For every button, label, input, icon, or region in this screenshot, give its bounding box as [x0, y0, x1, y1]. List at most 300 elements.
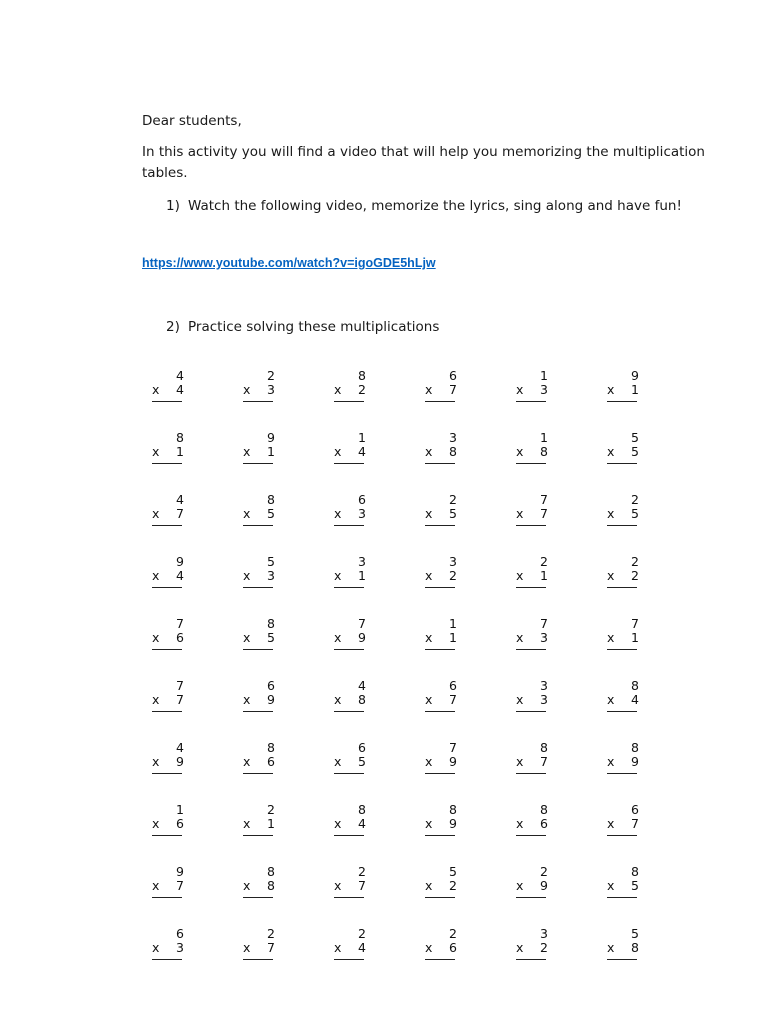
multiplication-problem [243, 803, 277, 836]
times-operator: x [516, 878, 524, 893]
multiplier: 3 [176, 940, 184, 955]
answer-line [425, 773, 455, 774]
answer-line [516, 525, 546, 526]
multiplier-row [425, 383, 459, 397]
multiplier: 4 [358, 444, 366, 459]
multiplicand: 9 [631, 368, 639, 383]
multiplier: 6 [267, 754, 275, 769]
times-operator: x [334, 816, 342, 831]
multiplication-problem [152, 679, 186, 712]
multiplier-row [334, 569, 368, 583]
answer-line [607, 835, 637, 836]
multiplicand: 2 [540, 554, 548, 569]
times-operator: x [516, 506, 524, 521]
multiplicand: 2 [358, 926, 366, 941]
times-operator: x [152, 940, 160, 955]
answer-line [243, 835, 273, 836]
multiplier: 3 [267, 382, 275, 397]
multiplier: 2 [540, 940, 548, 955]
multiplier-row [607, 507, 641, 521]
answer-line [425, 463, 455, 464]
multiplier: 1 [176, 444, 184, 459]
multiplier: 6 [176, 630, 184, 645]
answer-line [243, 649, 273, 650]
multiplication-problem [243, 741, 277, 774]
times-operator: x [334, 506, 342, 521]
multiplier: 1 [540, 568, 548, 583]
multiplicand: 7 [358, 616, 366, 631]
multiplier: 5 [267, 506, 275, 521]
multiplicand: 6 [358, 492, 366, 507]
multiplication-problem [152, 617, 186, 650]
multiplier: 3 [540, 630, 548, 645]
multiplier: 9 [449, 816, 457, 831]
times-operator: x [425, 568, 433, 583]
times-operator: x [607, 506, 615, 521]
times-operator: x [152, 568, 160, 583]
multiplicand: 2 [449, 492, 457, 507]
multiplication-problem [607, 927, 641, 960]
greeting: Dear students, [142, 113, 242, 129]
multiplicand: 8 [358, 368, 366, 383]
multiplication-problem [516, 679, 550, 712]
multiplier-row [516, 879, 550, 893]
multiplier: 7 [540, 506, 548, 521]
multiplier-row [334, 817, 368, 831]
multiplicand: 6 [449, 678, 457, 693]
times-operator: x [516, 816, 524, 831]
times-operator: x [243, 878, 251, 893]
times-operator: x [243, 692, 251, 707]
multiplicand: 7 [540, 616, 548, 631]
multiplier: 6 [176, 816, 184, 831]
times-operator: x [425, 382, 433, 397]
times-operator: x [607, 630, 615, 645]
answer-line [607, 773, 637, 774]
multiplier-row [152, 879, 186, 893]
multiplier-row [516, 445, 550, 459]
multiplicand: 2 [267, 926, 275, 941]
times-operator: x [243, 382, 251, 397]
answer-line [516, 959, 546, 960]
multiplier-row [334, 879, 368, 893]
multiplier: 2 [449, 568, 457, 583]
multiplier-row [607, 879, 641, 893]
multiplicand: 7 [176, 678, 184, 693]
multiplier-row [425, 817, 459, 831]
multiplier-row [243, 569, 277, 583]
multiplier-row [516, 941, 550, 955]
multiplier: 5 [267, 630, 275, 645]
multiplier-row [243, 693, 277, 707]
answer-line [425, 649, 455, 650]
times-operator: x [334, 940, 342, 955]
answer-line [607, 401, 637, 402]
multiplication-problem [243, 617, 277, 650]
multiplicand: 8 [540, 802, 548, 817]
multiplicand: 5 [631, 926, 639, 941]
times-operator: x [516, 630, 524, 645]
multiplication-problem [152, 431, 186, 464]
multiplication-problem [516, 555, 550, 588]
multiplication-problem [607, 617, 641, 650]
multiplier: 3 [540, 692, 548, 707]
multiplier: 8 [267, 878, 275, 893]
times-operator: x [334, 568, 342, 583]
multiplier-row [152, 817, 186, 831]
multiplier: 1 [267, 444, 275, 459]
multiplier-row [243, 383, 277, 397]
multiplier-row [334, 507, 368, 521]
answer-line [607, 587, 637, 588]
multiplication-problem [425, 555, 459, 588]
multiplicand: 8 [540, 740, 548, 755]
answer-line [425, 711, 455, 712]
multiplicand: 6 [631, 802, 639, 817]
multiplier-row [152, 445, 186, 459]
multiplication-problem [516, 431, 550, 464]
times-operator: x [425, 878, 433, 893]
multiplicand: 2 [358, 864, 366, 879]
answer-line [425, 835, 455, 836]
times-operator: x [243, 754, 251, 769]
multiplication-problem [516, 865, 550, 898]
times-operator: x [516, 568, 524, 583]
multiplicand: 8 [358, 802, 366, 817]
times-operator: x [607, 754, 615, 769]
multiplicand: 1 [358, 430, 366, 445]
multiplication-problem [425, 741, 459, 774]
multiplication-problem [334, 493, 368, 526]
answer-line [243, 587, 273, 588]
multiplier-row [334, 941, 368, 955]
multiplication-problem [334, 555, 368, 588]
multiplier-row [607, 693, 641, 707]
answer-line [425, 897, 455, 898]
step-1-number: 1) [166, 198, 180, 214]
answer-line [243, 897, 273, 898]
times-operator: x [243, 940, 251, 955]
multiplicand: 5 [631, 430, 639, 445]
step-2-text: Practice solving these multiplications [188, 319, 440, 335]
multiplier-row [516, 693, 550, 707]
answer-line [243, 463, 273, 464]
multiplier: 1 [449, 630, 457, 645]
video-link[interactable]: https://www.youtube.com/watch?v=igoGDE5hLjw [142, 256, 436, 270]
multiplier: 8 [631, 940, 639, 955]
multiplicand: 8 [631, 678, 639, 693]
multiplier-row [425, 445, 459, 459]
multiplication-problem [243, 431, 277, 464]
answer-line [607, 525, 637, 526]
multiplier-row [516, 507, 550, 521]
times-operator: x [607, 878, 615, 893]
multiplication-problem [152, 493, 186, 526]
answer-line [152, 773, 182, 774]
multiplier: 4 [176, 382, 184, 397]
multiplication-problem [516, 927, 550, 960]
times-operator: x [425, 754, 433, 769]
multiplication-problem [425, 493, 459, 526]
multiplier: 5 [358, 754, 366, 769]
answer-line [243, 401, 273, 402]
multiplier: 8 [540, 444, 548, 459]
answer-line [516, 773, 546, 774]
multiplier: 8 [358, 692, 366, 707]
multiplier-row [334, 631, 368, 645]
multiplication-problem [334, 865, 368, 898]
answer-line [334, 711, 364, 712]
multiplication-problem [425, 865, 459, 898]
times-operator: x [334, 444, 342, 459]
multiplier: 8 [449, 444, 457, 459]
times-operator: x [607, 940, 615, 955]
answer-line [152, 649, 182, 650]
times-operator: x [425, 692, 433, 707]
multiplier-row [152, 569, 186, 583]
multiplier-row [607, 817, 641, 831]
multiplier-row [516, 755, 550, 769]
intro-line-1: In this activity you will find a video that will help you memorizing the multiplication [142, 144, 705, 160]
times-operator: x [152, 444, 160, 459]
multiplication-problem [425, 617, 459, 650]
multiplicand: 9 [176, 864, 184, 879]
multiplier: 9 [176, 754, 184, 769]
answer-line [334, 401, 364, 402]
times-operator: x [334, 878, 342, 893]
multiplier: 5 [631, 878, 639, 893]
multiplicand: 8 [267, 740, 275, 755]
answer-line [334, 773, 364, 774]
multiplication-problem [516, 617, 550, 650]
multiplication-problem [607, 555, 641, 588]
multiplicand: 1 [540, 430, 548, 445]
answer-line [152, 959, 182, 960]
multiplication-problem [425, 679, 459, 712]
multiplier: 7 [449, 692, 457, 707]
multiplication-problem [516, 369, 550, 402]
multiplication-problem [607, 369, 641, 402]
multiplicand: 7 [631, 616, 639, 631]
multiplier-row [243, 445, 277, 459]
multiplier: 2 [358, 382, 366, 397]
times-operator: x [334, 692, 342, 707]
multiplicand: 5 [449, 864, 457, 879]
multiplier: 1 [631, 382, 639, 397]
multiplicand: 6 [267, 678, 275, 693]
multiplication-problem [243, 493, 277, 526]
multiplier-row [607, 383, 641, 397]
answer-line [152, 835, 182, 836]
multiplicand: 1 [540, 368, 548, 383]
multiplier: 4 [358, 816, 366, 831]
intro-line-2: tables. [142, 165, 188, 181]
multiplicand: 9 [176, 554, 184, 569]
answer-line [516, 897, 546, 898]
multiplication-problem [334, 369, 368, 402]
multiplier-row [425, 631, 459, 645]
times-operator: x [425, 506, 433, 521]
multiplier: 7 [176, 692, 184, 707]
multiplicand: 3 [449, 554, 457, 569]
multiplicand: 3 [358, 554, 366, 569]
multiplier: 1 [267, 816, 275, 831]
multiplicand: 8 [631, 864, 639, 879]
multiplication-problem [516, 803, 550, 836]
multiplier: 3 [540, 382, 548, 397]
multiplication-problem [243, 369, 277, 402]
multiplier-row [152, 693, 186, 707]
multiplier: 7 [176, 506, 184, 521]
multiplier: 1 [631, 630, 639, 645]
multiplication-problem [516, 741, 550, 774]
multiplier-row [607, 445, 641, 459]
multiplier-row [516, 383, 550, 397]
answer-line [152, 401, 182, 402]
multiplication-problem [425, 431, 459, 464]
multiplier: 1 [358, 568, 366, 583]
multiplication-problem [334, 431, 368, 464]
multiplier: 5 [449, 506, 457, 521]
times-operator: x [243, 506, 251, 521]
multiplier-row [607, 569, 641, 583]
answer-line [425, 587, 455, 588]
multiplier: 4 [631, 692, 639, 707]
answer-line [516, 649, 546, 650]
multiplicand: 7 [176, 616, 184, 631]
multiplier-row [152, 507, 186, 521]
answer-line [243, 711, 273, 712]
multiplicand: 2 [631, 554, 639, 569]
multiplier-row [607, 631, 641, 645]
multiplication-problem [334, 679, 368, 712]
multiplier-row [425, 693, 459, 707]
multiplication-problem [334, 927, 368, 960]
multiplicand: 2 [449, 926, 457, 941]
times-operator: x [607, 692, 615, 707]
multiplication-problem [607, 431, 641, 464]
times-operator: x [243, 568, 251, 583]
multiplicand: 7 [540, 492, 548, 507]
multiplicand: 8 [267, 492, 275, 507]
multiplier: 9 [540, 878, 548, 893]
multiplication-problem [243, 865, 277, 898]
answer-line [425, 401, 455, 402]
multiplicand: 6 [449, 368, 457, 383]
multiplier: 9 [267, 692, 275, 707]
multiplier: 7 [358, 878, 366, 893]
multiplier: 9 [449, 754, 457, 769]
times-operator: x [152, 382, 160, 397]
multiplier-row [152, 941, 186, 955]
multiplier: 2 [631, 568, 639, 583]
multiplicand: 5 [267, 554, 275, 569]
times-operator: x [607, 816, 615, 831]
multiplier-row [152, 755, 186, 769]
answer-line [334, 959, 364, 960]
multiplier-row [334, 445, 368, 459]
multiplier-row [334, 383, 368, 397]
times-operator: x [607, 568, 615, 583]
multiplicand: 3 [540, 678, 548, 693]
answer-line [152, 897, 182, 898]
multiplication-problem [243, 555, 277, 588]
multiplicand: 6 [176, 926, 184, 941]
times-operator: x [334, 754, 342, 769]
multiplicand: 1 [449, 616, 457, 631]
times-operator: x [425, 444, 433, 459]
answer-line [607, 649, 637, 650]
multiplier-row [516, 631, 550, 645]
multiplier-row [243, 755, 277, 769]
times-operator: x [334, 630, 342, 645]
answer-line [334, 463, 364, 464]
multiplicand: 9 [267, 430, 275, 445]
answer-line [334, 649, 364, 650]
multiplication-problem [334, 741, 368, 774]
answer-line [334, 835, 364, 836]
multiplier-row [425, 941, 459, 955]
step-2-number: 2) [166, 319, 180, 335]
answer-line [425, 525, 455, 526]
times-operator: x [516, 444, 524, 459]
multiplication-problem [425, 369, 459, 402]
answer-line [607, 897, 637, 898]
multiplicand: 4 [358, 678, 366, 693]
multiplier: 5 [631, 444, 639, 459]
multiplicand: 8 [267, 864, 275, 879]
answer-line [152, 463, 182, 464]
times-operator: x [152, 816, 160, 831]
multiplier: 2 [449, 878, 457, 893]
multiplication-problem [243, 927, 277, 960]
answer-line [516, 587, 546, 588]
answer-line [334, 525, 364, 526]
times-operator: x [334, 382, 342, 397]
multiplier-row [243, 507, 277, 521]
multiplicand: 4 [176, 740, 184, 755]
multiplicand: 8 [176, 430, 184, 445]
answer-line [243, 525, 273, 526]
multiplier-row [243, 817, 277, 831]
multiplier: 7 [267, 940, 275, 955]
multiplication-problem [425, 927, 459, 960]
multiplier-row [425, 507, 459, 521]
multiplicand: 3 [449, 430, 457, 445]
multiplication-problem [152, 555, 186, 588]
multiplier: 6 [449, 940, 457, 955]
multiplier-row [607, 755, 641, 769]
multiplier-row [425, 569, 459, 583]
multiplicand: 7 [449, 740, 457, 755]
multiplier: 7 [540, 754, 548, 769]
multiplier: 9 [631, 754, 639, 769]
answer-line [334, 897, 364, 898]
answer-line [607, 711, 637, 712]
answer-line [152, 711, 182, 712]
multiplication-problem [243, 679, 277, 712]
multiplier: 7 [176, 878, 184, 893]
multiplier-row [334, 755, 368, 769]
times-operator: x [152, 506, 160, 521]
multiplier-row [425, 755, 459, 769]
times-operator: x [152, 630, 160, 645]
times-operator: x [152, 878, 160, 893]
answer-line [425, 959, 455, 960]
multiplication-problem [425, 803, 459, 836]
multiplier: 6 [540, 816, 548, 831]
multiplier: 7 [631, 816, 639, 831]
